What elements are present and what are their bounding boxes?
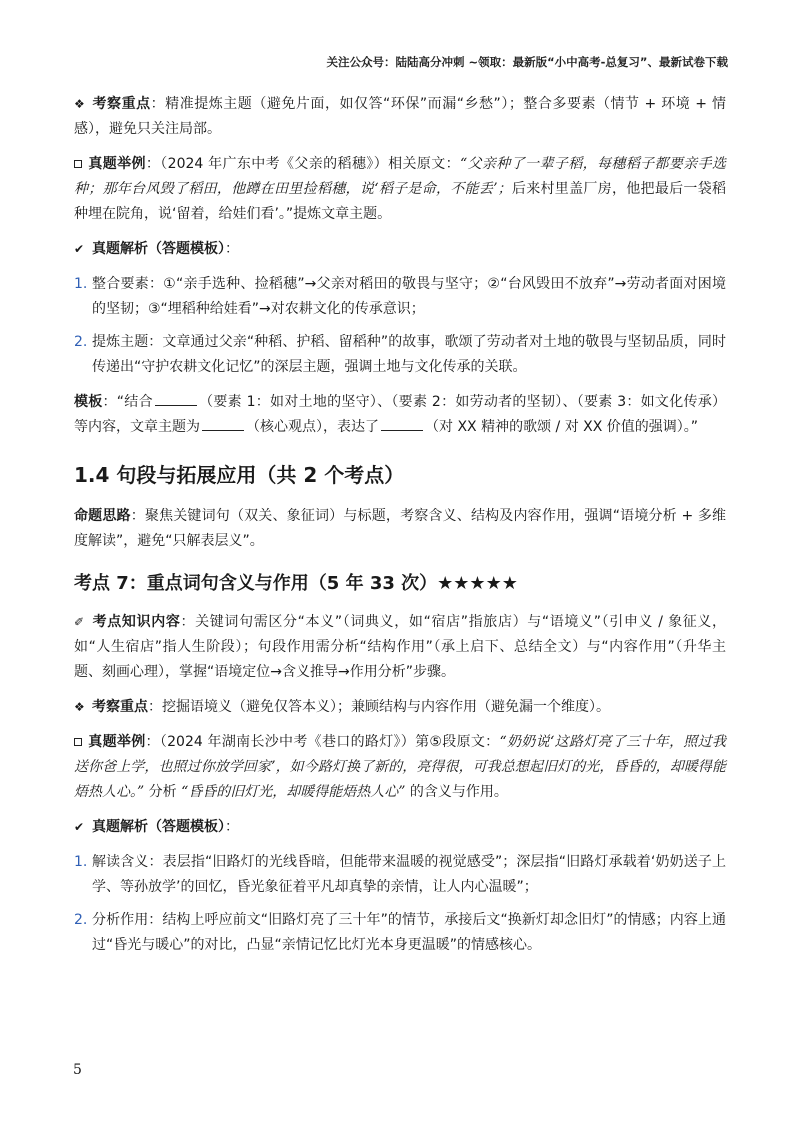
list-item	[74, 272, 726, 322]
knowledge-paragraph	[74, 610, 726, 685]
example-prefix: ：（2024 年湖南长沙中考《巷口的路灯》）第⑤段原文：	[145, 734, 500, 750]
idea-paragraph	[74, 504, 726, 554]
idea-label: 命题思路	[74, 508, 131, 524]
list-text: 分析作用：结构上呼应前文“旧路灯亮了三十年”的情节，承接后文“换新灯却念旧灯”的情感；内容上通过“昏光与暖心”的对比，凸显“亲情记忆比灯光本身更温暖”的情感核心。	[92, 912, 726, 953]
focus-text: ：挖掘语境义（避免仅答本义）；兼顾结构与内容作用（避免漏一个维度）。	[148, 699, 610, 715]
page-header: 关注公众号：陆陆高分冲刺 ~领取：最新版“小中高考-总复习”、最新试卷下载	[326, 55, 728, 69]
list-number: 2.	[74, 912, 88, 928]
example-paragraph	[74, 730, 726, 805]
template-part: （核心观点），表达了	[246, 419, 379, 435]
example-suffix: 后来村里盖厂房，他把最后一袋稻种埋在院角，说‘留着，给娃们看’。”提炼文章主题。	[74, 181, 727, 222]
analysis-heading	[74, 815, 726, 840]
section-title: 1.4 句段与拓展应用（共 2 个考点）	[74, 463, 405, 487]
focus-label: 考察重点	[92, 96, 151, 112]
list-number: 2.	[74, 334, 88, 350]
list-text: 解读含义：表层指“旧路灯的光线昏暗，但能带来温暖的视觉感受”；深层指“旧路灯承载着‘奶奶送子上学、等孙放学’的回忆，昏光象征着平凡却真挚的亲情，让人内心温暖”；	[92, 854, 726, 895]
list-item	[74, 850, 726, 900]
point-title: 考点 7：重点词句含义与作用（5 年 33 次）★★★★★	[74, 573, 518, 594]
analysis-colon: ：	[225, 241, 239, 257]
example-quote: “昏昏的旧灯光，却暖得能焐热人心”	[181, 784, 406, 800]
fill-blank	[202, 417, 244, 431]
example-mid: 分析	[144, 784, 182, 800]
focus-label: 考察重点	[92, 699, 148, 715]
example-quote: “父亲种了一辈子稻，每穗稻子都要亲手选种；那年台风毁了稻田，他蹲在田里捡稻穗，说‘稻子是命，不能丢’；	[74, 156, 727, 197]
diamond-bullet-icon: ❖	[74, 97, 85, 111]
pencil-icon: ✐	[74, 615, 85, 629]
page-content	[74, 92, 726, 968]
template-part: ：“结合	[102, 394, 153, 410]
analysis-list	[74, 272, 726, 380]
analysis-label: 真题解析（答题模板）	[92, 819, 225, 835]
example-label: 真题举例	[88, 734, 146, 750]
focus-text: ：精准提炼主题（避免片面，如仅答“环保”而漏“乡愁”）；整合多要素（情节 + 环境 + 情感），避免只关注局部。	[74, 96, 727, 137]
idea-text: ：聚焦关键词句（双关、象征词）与标题，考察含义、结构及内容作用，强调“语境分析 + 多维度解读”，避免“只解表层义”。	[74, 508, 727, 549]
example-paragraph	[74, 152, 726, 227]
example-prefix: ：（2024 年广东中考《父亲的稻穗》）相关原文：	[145, 156, 460, 172]
analysis-heading	[74, 237, 726, 262]
checkbox-bullet-icon	[74, 160, 82, 168]
diamond-bullet-icon: ❖	[74, 700, 85, 714]
checkmark-icon: ✔	[74, 242, 85, 256]
example-quote: “奶奶说‘这路灯亮了三十年，照过我送你爸上学，也照过你放学回家’，如今路灯换了新的，亮得很，可我总想起旧灯的光，昏昏的，却暖得能焐热人心。”	[74, 734, 726, 800]
list-number: 1.	[74, 854, 88, 870]
list-number: 1.	[74, 276, 88, 292]
checkbox-bullet-icon	[74, 738, 82, 746]
template-part: （要素 1：如对土地的坚守）、（要素 2：如劳动者的坚韧）、（要素 3：如文化传承）等内容，文章主题为	[74, 394, 726, 435]
fill-blank	[381, 417, 423, 431]
template-label: 模板	[74, 394, 103, 410]
knowledge-label: 考点知识内容	[92, 614, 181, 630]
analysis-list	[74, 850, 726, 958]
example-label: 真题举例	[88, 156, 146, 172]
focus-paragraph	[74, 695, 726, 720]
checkmark-icon: ✔	[74, 820, 85, 834]
analysis-colon: ：	[225, 819, 239, 835]
analysis-label: 真题解析（答题模板）	[92, 241, 225, 257]
list-item	[74, 330, 726, 380]
list-text: 整合要素：①“亲手选种、捡稻穗”→父亲对稻田的敬畏与坚守；②“台风毁田不放弃”→劳动者面对困境的坚韧；③“埋稻种给娃看”→对农耕文化的传承意识；	[92, 276, 726, 317]
list-text: 提炼主题：文章通过父亲“种稻、护稻、留稻种”的故事，歌颂了劳动者对土地的敬畏与坚韧品质，同时传递出“守护农耕文化记忆”的深层主题，强调土地与文化传承的关联。	[92, 334, 726, 375]
knowledge-text: ：关键词句需区分“本义”（词典义，如“宿店”指旅店）与“语境义”（引申义 / 象征义，如“人生宿店”指人生阶段）；句段作用需分析“结构作用”（承上启下、总结全文）与“内容作用”（升华主题、刻画心理），掌握“语境定位→含义推导→作用分析”步骤。	[74, 614, 726, 680]
focus-paragraph	[74, 92, 726, 142]
list-item	[74, 908, 726, 958]
fill-blank	[155, 392, 197, 406]
example-suffix: 的含义与作用。	[405, 784, 508, 800]
template-part: （对 XX 精神的歌颂 / 对 XX 价值的强调）。”	[425, 419, 699, 435]
page-number: 5	[73, 1062, 82, 1078]
template-paragraph	[74, 390, 726, 440]
